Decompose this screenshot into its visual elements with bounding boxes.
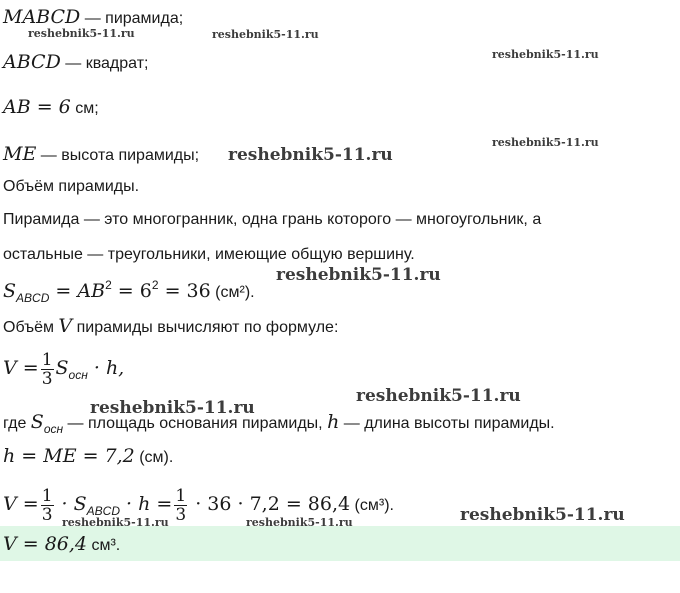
fraction-one-third: $\frac{1}{3}$: [41, 486, 53, 526]
watermark: reshebnik5-11.ru: [460, 505, 625, 525]
watermark: reshebnik5-11.ru: [246, 516, 353, 529]
watermark: reshebnik5-11.ru: [276, 265, 441, 285]
section-title: Объём пирамиды.: [3, 178, 140, 195]
base-area-formula: $S_{ABCD} = AB^2 = 6^2 = 36$ (см²).: [3, 278, 255, 305]
given-pyramid: MABCD — пирамида;: [3, 6, 184, 28]
watermark: reshebnik5-11.ru: [228, 145, 393, 165]
volume-calculation: V = $\frac{1}{3}$ · $S_{ABCD} \cdot h$ = $\frac{1}{3}$ · 36 · 7,2 = 86,4 (см³).: [3, 486, 394, 526]
watermark: reshebnik5-11.ru: [212, 28, 319, 41]
watermark: reshebnik5-11.ru: [28, 27, 135, 40]
watermark: reshebnik5-11.ru: [492, 48, 599, 61]
definition-line-1: Пирамида — это многогранник, одна грань которого — многоугольник, а: [3, 211, 542, 228]
definition-line-2: остальные — треугольники, имеющие общую вершину.: [3, 246, 415, 263]
given-height: ME — высота пирамиды;: [3, 143, 200, 165]
watermark: reshebnik5-11.ru: [90, 398, 255, 418]
height-value: h = ME = 7,2 (см).: [3, 445, 174, 467]
volume-formula: V = $\frac{1}{3}$ $S_{осн} \cdot h$,: [3, 350, 125, 390]
watermark: reshebnik5-11.ru: [492, 136, 599, 149]
fraction-one-third: $\frac{1}{3}$: [41, 350, 53, 390]
given-square: ABCD — квадрат;: [3, 51, 149, 73]
given-side: AB = 6 см;: [3, 96, 99, 118]
answer-text: V = 86,4 см³.: [3, 533, 121, 555]
watermark: reshebnik5-11.ru: [356, 386, 521, 406]
fraction-one-third: $\frac{1}{3}$: [175, 486, 187, 526]
formula-legend: где $S_{осн}$ — площадь основания пирамиды, h — длина высоты пирамиды.: [3, 411, 555, 436]
watermark: reshebnik5-11.ru: [62, 516, 169, 529]
volume-intro: Объём V пирамиды вычисляют по формуле:: [3, 315, 339, 337]
